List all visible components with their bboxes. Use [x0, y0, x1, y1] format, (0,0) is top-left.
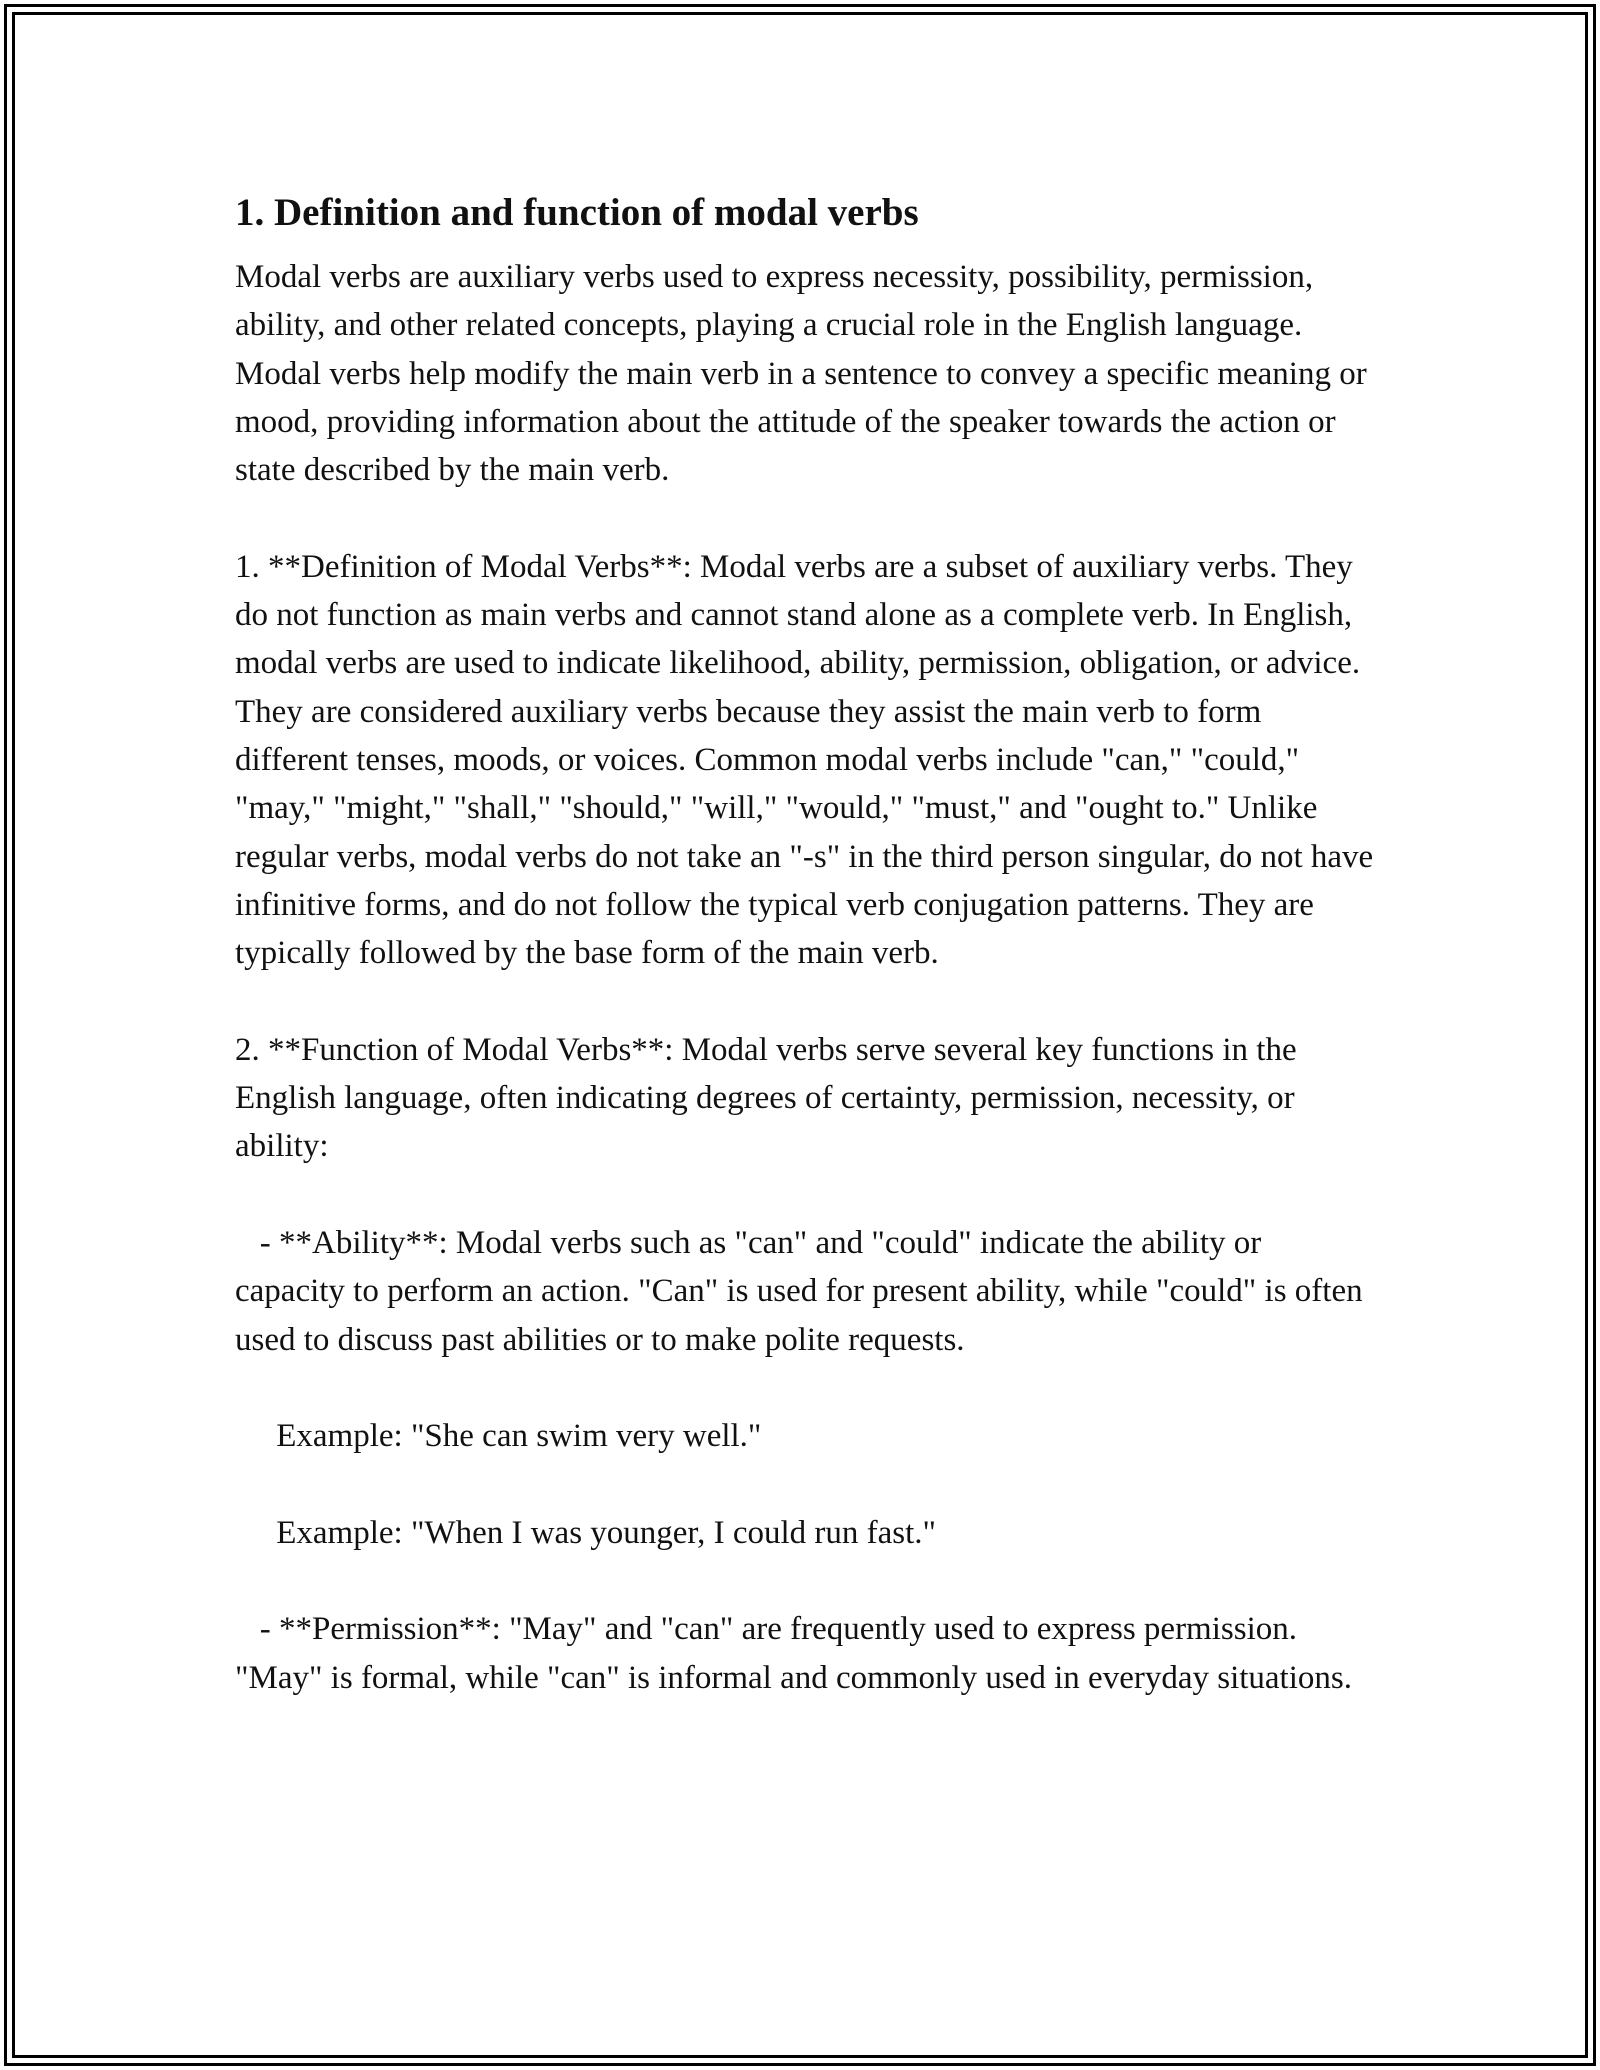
ability-paragraph: - **Ability**: Modal verbs such as "can" and "could" indicate the ability or capacity to perform an action. "Can" is used for present ability, while "could" is often used to discuss past abilities or to make polite requests.	[235, 1224, 1371, 1358]
permission-paragraph: - **Permission**: "May" and "can" are frequently used to express permission. "May" is formal, while "can" is informal and commonly used in everyday situations.	[235, 1611, 1352, 1696]
definition-paragraph: 1. **Definition of Modal Verbs**: Modal verbs are a subset of auxiliary verbs. They do not function as main verbs and cannot stand alone as a complete verb. In English, modal verbs are used to indicate likelihood, ability, permission, obligation, or advice. They are considered auxiliary verbs because they assist the main verb to form different tenses, moods, or voices. Common modal verbs include "can," "could," "may," "might," "shall," "should," "will," "would," "must," and "ought to." Unlike regular verbs, modal verbs do not take an "-s" in the third person singular, do not have infinitive forms, and do not follow the typical verb conjugation patterns. They are typically followed by the base form of the main verb.	[235, 548, 1382, 972]
ability-example-1: Example: "She can swim very well."	[235, 1418, 762, 1455]
function-paragraph: 2. **Function of Modal Verbs**: Modal verbs serve several key functions in the English language, often indicating degrees of certainty, permission, necessity, or ability:	[235, 1031, 1305, 1165]
document-body	[235, 185, 1382, 1750]
ability-example-2: Example: "When I was younger, I could run fast."	[235, 1514, 937, 1551]
intro-paragraph: Modal verbs are auxiliary verbs used to express necessity, possibility, permission, ability, and other related concepts, playing a crucial role in the English language. Modal verbs help modify the main verb in a sentence to convey a specific meaning or mood, providing information about the attitude of the speaker towards the action or state described by the main verb.	[235, 259, 1375, 489]
section-heading: 1. Definition and function of modal verbs	[235, 191, 919, 234]
